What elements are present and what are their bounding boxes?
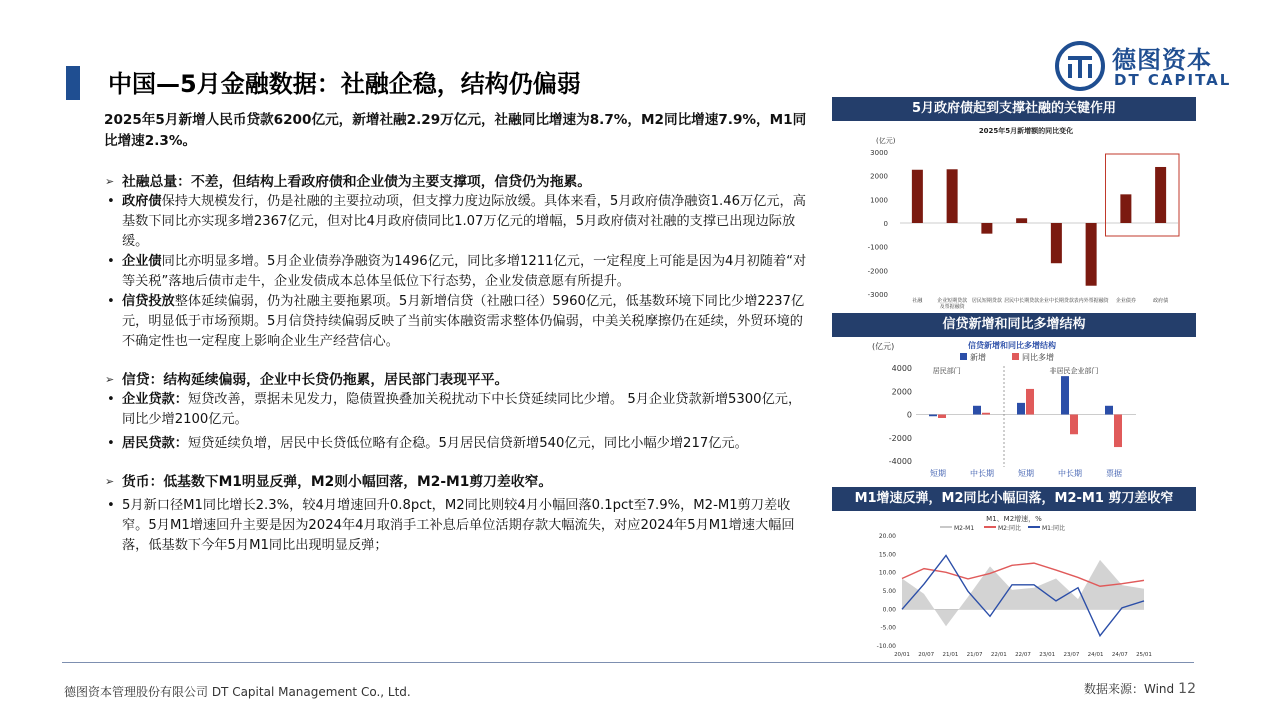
chart3-ytick: 20.00 (878, 533, 896, 540)
bullet-dot-icon: • (107, 294, 115, 309)
chart2-bar (1105, 406, 1113, 415)
chart3-xtick: 20/01 (894, 652, 910, 658)
chart3-ytick: 15.00 (878, 551, 896, 559)
chart3-xtick: 24/07 (1111, 652, 1128, 658)
chart1-ytick: 2000 (870, 172, 888, 181)
section-heading-social-financing: ➢ 社融总量：不差，但结构上看政府债和企业债为主要支撑项，信贷仍为拖累。 (105, 174, 592, 190)
title-accent-bar (66, 66, 80, 100)
footer-company: 德图资本管理股份有限公司 DT Capital Management Co., Ltd. (64, 685, 411, 699)
chart3-xtick: 22/07 (1015, 652, 1031, 658)
chart1-highlight-box (1106, 154, 1180, 236)
chart1-ytick: -1000 (867, 243, 888, 252)
chart2-category-label: 中长期 (970, 469, 994, 478)
main-text-column (104, 110, 808, 556)
chart2-legend-swatch-new (960, 353, 967, 360)
chart-m1-m2-growth (864, 512, 1154, 662)
chart1-category-label: 社融 (912, 298, 923, 304)
chart3-legend-label: M2-M1 (954, 525, 975, 532)
chart3-title: M1、M2增速，% (986, 515, 1042, 523)
page-number: 12 (1178, 681, 1196, 697)
chart3-xtick: 24/01 (1087, 652, 1104, 658)
chart2-unit: (亿元) (872, 342, 895, 351)
chart2-bar (1114, 415, 1122, 448)
chart1-category-label: 企业债券 (1115, 298, 1136, 304)
arrow-bullet-icon: ➢ (105, 475, 115, 488)
chart1-bar (1016, 218, 1027, 223)
chart1-bar (1086, 223, 1097, 286)
logo-english-name: DT CAPITAL (1114, 71, 1232, 89)
chart3-area-m2-m1 (902, 560, 1144, 626)
chart2-bar (973, 406, 981, 415)
chart2-ytick: 0 (906, 410, 912, 420)
chart1-bar (1155, 167, 1166, 223)
chart2-title: 信贷新增和同比多增结构 (968, 341, 1056, 350)
chart3-xtick: 23/01 (1039, 652, 1056, 658)
chart-yoy-change (858, 124, 1188, 310)
chart2-bar (1070, 415, 1078, 435)
chart1-bar (947, 169, 958, 223)
chart2-bar (938, 415, 946, 418)
chart1-category-label: 表内外票据融资 (1073, 298, 1109, 304)
chart1-ytick: 0 (883, 220, 888, 228)
page-title: 中国—5月金融数据：社融企稳，结构仍偏弱 (108, 70, 581, 98)
section-heading-money-supply: ➢ 货币：低基数下M1明显反弹，M2则小幅回落，M2-M1剪刀差收窄。 (105, 474, 553, 490)
chart2-ytick: -2000 (888, 433, 912, 443)
chart1-category-label: 企业短期贷款 (937, 298, 968, 304)
chart2-legend-swatch-yoy (1012, 353, 1019, 360)
bullet-dot-icon: • (107, 194, 115, 209)
chart3-xtick: 21/01 (942, 652, 959, 658)
bullet-corporate-loans: • 企业贷款：短贷改善，票据未见发力，隐债置换叠加关税扰动下中长贷延续同比少增。 5月企业贷款新增5300亿元，同比少增2100亿元。 (107, 392, 802, 427)
chart3-ytick: 10.00 (878, 569, 896, 577)
chart3-xtick: 21/07 (966, 652, 983, 658)
chart2-legend-label: 新增 (970, 353, 986, 362)
chart1-category-label: 政府债 (1153, 298, 1169, 304)
chart2-bar (1026, 389, 1034, 415)
chart1-bar (912, 170, 923, 223)
bullet-corporate-bonds: • 企业债同比亦明显多增。5月企业债券净融资为1496亿元，同比多增1211亿元，一定程度上可能是因为4月初随着“对等关税”落地后债市走牛，企业发债成本总体呈低位下行态势，企业发债意愿有所提升。 (107, 254, 807, 289)
chart1-title: 2025年5月新增额的同比变化 (978, 127, 1074, 135)
chart2-category-label: 中长期 (1058, 469, 1082, 478)
chart2-bar (1061, 376, 1069, 414)
chart3-legend-label: M2:同比 (998, 525, 1022, 532)
chart1-bar (981, 223, 992, 234)
bullet-household-loans: • 居民贷款：短贷延续负增，居民中长贷低位略有企稳。5月居民信贷新增540亿元，同比小幅少增217亿元。 (104, 434, 808, 454)
chart2-category-label: 票据 (1106, 469, 1122, 478)
chart1-bar (1120, 194, 1131, 223)
bullet-government-bonds: • 政府债保持大规模发行，仍是社融的主要拉动项，但支撑力度边际放缓。具体来看，5月政府债净融资1.46万亿元，高基数下同比亦实现多增2367亿元，但对比4月政府债同比1.07万亿元的增幅，5月政府债对社融的支撑已出现边际放缓。 (107, 194, 806, 249)
footer-divider (62, 662, 1194, 663)
chart1-bar (1051, 223, 1062, 263)
chart1-ytick: 3000 (870, 149, 888, 157)
chart1-category-label: 居民中长期贷款 (1004, 298, 1040, 304)
chart2-bar (982, 413, 990, 415)
chart3-ytick: 0.00 (882, 606, 896, 614)
chart2-group-label: 居民部门 (932, 367, 961, 375)
chart3-ytick: 5.00 (882, 588, 896, 595)
chart1-category-label: 居民短期贷款 (971, 298, 1002, 304)
chart2-ytick: 2000 (891, 387, 912, 397)
brand-logo (1054, 40, 1232, 92)
chart2-legend-label: 同比多增 (1022, 353, 1054, 362)
bullet-credit-lending: • 信贷投放整体延续偏弱，仍为社融主要拖累项。5月新增信贷（社融口径）5960亿元，低基数环境下同比少增2237亿元，明显低于市场预期。5月信贷持续偏弱反映了当前实体融资需求整体仍偏弱，中美关税摩擦仍在延续，外贸环境的不确定性也一定程度上影响企业生产经营信心。 (107, 294, 805, 349)
panel-header-m1-m2: M1增速反弹，M2同比小幅回落，M2-M1 剪刀差收窄 (832, 487, 1196, 511)
chart1-ytick: -2000 (867, 267, 888, 276)
chart1-unit: (亿元) (876, 137, 896, 145)
arrow-bullet-icon: ➢ (105, 175, 115, 188)
chart2-ytick: -4000 (888, 457, 912, 466)
panel-header-government-bonds: 5月政府债起到支撑社融的关键作用 (832, 97, 1196, 121)
chart2-bar (1017, 403, 1025, 415)
bullet-dot-icon: • (107, 392, 115, 407)
chart3-ytick: -10.00 (876, 643, 896, 650)
panel-header-credit-structure: 信贷新增和同比多增结构 (832, 313, 1196, 337)
chart3-xtick: 22/01 (990, 652, 1007, 658)
chart1-ytick: -3000 (867, 291, 888, 299)
dt-capital-emblem-icon (1054, 40, 1106, 92)
chart2-category-label: 短期 (1018, 469, 1034, 478)
bullet-dot-icon: • (107, 436, 115, 451)
chart3-xtick: 25/01 (1136, 652, 1152, 658)
bullet-dot-icon: • (107, 498, 115, 513)
chart2-group-label: 非居民企业部门 (1049, 367, 1099, 375)
chart3-xtick: 23/07 (1063, 652, 1080, 658)
chart3-xtick: 20/07 (918, 652, 935, 658)
logo-chinese-name: 德图资本 (1112, 46, 1212, 74)
bullet-m1-m2: • 5月新口径M1同比增长2.3%，较4月增速回升0.8pct，M2同比则较4月小幅回落0.1pct至7.9%，M2-M1剪刀差收窄。5月M1增速回升主要是因为2024年4月取消手工补息后单位活期存款大幅流失，对应2024年5月M1增速大幅回落，低基数下今年5月M1同比出现明显反弹； (107, 498, 795, 553)
chart-credit-structure (862, 338, 1192, 484)
arrow-bullet-icon: ➢ (105, 373, 115, 386)
chart3-legend-label: M1:同比 (1042, 525, 1066, 532)
chart1-category-label: 企业中长期贷款 (1038, 298, 1074, 304)
chart2-ytick: 4000 (891, 364, 912, 373)
chart1-ytick: 1000 (870, 196, 888, 205)
chart2-category-label: 短期 (930, 469, 946, 478)
chart3-ytick: -5.00 (880, 624, 896, 632)
chart2-bar (929, 415, 937, 417)
bullet-dot-icon: • (107, 254, 115, 269)
section-heading-credit: ➢ 信贷：结构延续偏弱，企业中长贷仍拖累，居民部门表现平平。 (105, 372, 509, 388)
chart1-category-label-2: 及票据融资 (939, 304, 965, 310)
intro-summary: 2025年5月新增人民币贷款6200亿元，新增社融2.29万亿元，社融同比增速为8.7%，M2同比增速7.9%，M1同比增速2.3%。 (104, 112, 807, 149)
footer-source: 数据来源：Wind 12 (1084, 681, 1196, 697)
